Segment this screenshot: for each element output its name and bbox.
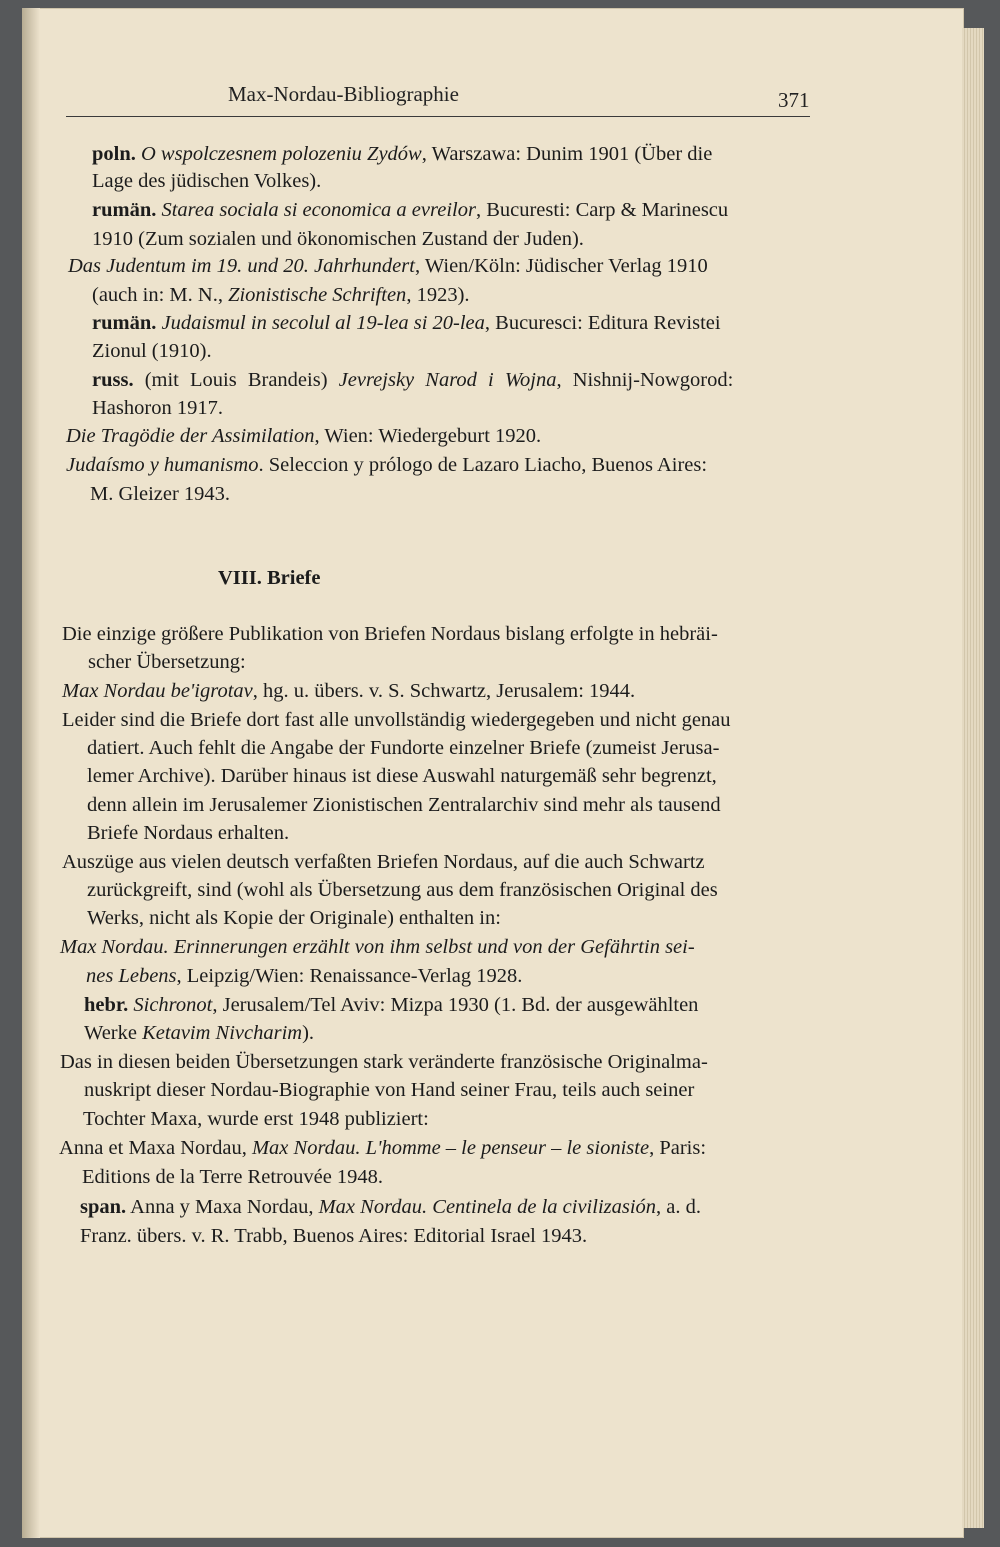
reference-title-cont: nes Lebens xyxy=(86,965,177,987)
reference-publication: , Leipzig/Wien: Renaissance-Verlag 1928. xyxy=(176,965,523,987)
entry-publication: , Warszawa: Dunim 1901 (Über die xyxy=(421,143,713,165)
reference-line: Editions de la Terre Retrouvée 1948. xyxy=(82,1166,384,1188)
entry-title: O wspolczesnem polozeniu Zydów xyxy=(141,143,422,165)
lang-tag: hebr. xyxy=(84,994,129,1016)
entry-publication: , Wien/Köln: Jüdischer Verlag 1910 xyxy=(414,255,708,277)
page-number: 371 xyxy=(778,88,810,112)
reference-subtitle: Ketavim Nivcharim xyxy=(142,1022,303,1044)
entry-judentum-line2 xyxy=(92,285,470,306)
paragraph-line: scher Übersetzung: xyxy=(88,651,246,673)
reference-title: Max Nordau. L'homme – le penseur – le sioniste xyxy=(251,1137,650,1159)
entry-note: (auch in: M. N., xyxy=(92,284,229,306)
entry-judaismul-line2: Zionul (1910). xyxy=(92,340,212,362)
running-header: Max-Nordau-Bibliographie xyxy=(228,82,459,106)
reference-note-end: ). xyxy=(302,1022,315,1044)
reference-span-line2: Franz. übers. v. R. Trabb, Buenos Aires: Editorial Israel 1943. xyxy=(80,1225,588,1247)
reference-publication: , Jerusalem/Tel Aviv: Mizpa 1930 (1. Bd. der ausgewählten xyxy=(212,994,699,1016)
paragraph-line: datiert. Auch fehlt die Angabe der Fundorte einzelner Briefe (zumeist Jerusa- xyxy=(87,737,720,759)
entry-title: Das Judentum im 19. und 20. Jahrhundert xyxy=(68,255,415,277)
reference-publication: , a. d. xyxy=(656,1196,702,1218)
reference-line xyxy=(62,681,635,702)
entry-russ-line2: Hashoron 1917. xyxy=(92,397,223,419)
reference-title: Sichronot xyxy=(133,994,213,1016)
entry-publication: , Bucuresci: Editura Revistei xyxy=(484,312,721,334)
lang-tag: poln. xyxy=(92,143,136,165)
lang-tag: rumän. xyxy=(92,312,157,334)
entry-subtitle: Zionistische Schriften xyxy=(228,284,407,306)
reference-line xyxy=(59,1138,706,1159)
reference-authors: Anna et Maxa Nordau, xyxy=(59,1137,252,1159)
paragraph-line: Werks, nicht als Kopie der Originale) enthalten in: xyxy=(87,907,501,929)
paragraph-line: denn allein im Jerusalemer Zionistischen Zentralarchiv sind mehr als tausend xyxy=(87,794,721,816)
entry-title: Die Tragödie der Assimilation xyxy=(66,425,315,447)
lang-tag: span. xyxy=(80,1196,127,1218)
entry-publication: , Bucuresti: Carp & Marinescu xyxy=(475,199,729,221)
paragraph-line: Auszüge aus vielen deutsch verfaßten Briefen Nordaus, auf die auch Schwartz xyxy=(62,851,705,873)
entry-judaismo-line1 xyxy=(66,455,707,476)
lang-tag: rumän. xyxy=(92,199,157,221)
paragraph-line: Das in diesen beiden Übersetzungen stark veränderte französische Originalma- xyxy=(60,1051,708,1073)
entry-pre: (mit Louis Brandeis) xyxy=(144,369,339,391)
entry-publication: , Wien: Wiedergeburt 1920. xyxy=(314,425,542,447)
entry-title: Judaísmo y humanismo xyxy=(66,454,259,476)
paragraph-line: Briefe Nordaus erhalten. xyxy=(87,822,290,844)
entry-judentum-line1 xyxy=(68,256,708,277)
reference-authors: Anna y Maxa Nordau, xyxy=(130,1196,319,1218)
header-rule xyxy=(66,116,810,117)
reference-span-line1 xyxy=(80,1197,701,1218)
reference-title: Max Nordau. Centinela de la civilizasión xyxy=(318,1196,657,1218)
page-gutter xyxy=(22,8,40,1538)
entry-publication: . Seleccion y prólogo de Lazaro Liacho, Buenos Aires: xyxy=(258,454,708,476)
reference-hebr-line1 xyxy=(84,995,698,1016)
reference-hebr-line2 xyxy=(84,1023,314,1044)
reference-publication: , Paris: xyxy=(649,1137,707,1159)
reference-title: Max Nordau be'igrotav xyxy=(62,680,253,702)
entry-title: Starea sociala si economica a evreilor xyxy=(161,199,476,221)
reference-title: Max Nordau. Erinnerungen erzählt von ihm selbst und von der Gefährtin sei- xyxy=(60,936,695,958)
reference-note: Werke xyxy=(84,1022,143,1044)
reference-line xyxy=(86,966,522,987)
entry-ruman-line1 xyxy=(92,200,728,221)
paragraph-line: zurückgreift, sind (wohl als Übersetzung aus dem französischen Original des xyxy=(87,879,718,901)
paragraph-line: lemer Archive). Darüber hinaus ist diese Auswahl naturgemäß sehr begrenzt, xyxy=(87,765,717,787)
page-edge-stack xyxy=(962,28,984,1528)
entry-title: Jevrejsky Narod i Wojna xyxy=(338,369,557,391)
lang-tag: russ. xyxy=(92,369,134,391)
entry-poln-line2: Lage des jüdischen Volkes). xyxy=(92,170,322,192)
paragraph-line: Leider sind die Briefe dort fast alle unvollständig wiedergegeben und nicht genau xyxy=(62,709,731,731)
section-heading: VIII. Briefe xyxy=(218,567,321,589)
paragraph-line: Die einzige größere Publikation von Briefen Nordaus bislang erfolgte in hebräi- xyxy=(62,623,718,645)
entry-ruman-line2: 1910 (Zum sozialen und ökonomischen Zustand der Juden). xyxy=(92,228,584,250)
entry-judaismul-line1 xyxy=(92,313,721,334)
reference-publication: , hg. u. übers. v. S. Schwartz, Jerusalem: 1944. xyxy=(252,680,636,702)
entry-title: Judaismul in secolul al 19-lea si 20-lea xyxy=(161,312,485,334)
paragraph-line: nuskript dieser Nordau-Biographie von Hand seiner Frau, teils auch seiner xyxy=(84,1079,695,1101)
paragraph-line: Tochter Maxa, wurde erst 1948 publiziert: xyxy=(83,1108,429,1130)
entry-poln-line1 xyxy=(92,144,712,165)
entry-tragoedie xyxy=(66,426,541,447)
entry-publication: , Nishnij-Nowgorod: xyxy=(556,369,734,391)
entry-note-end: , 1923). xyxy=(406,284,470,306)
entry-russ-line1 xyxy=(92,370,733,391)
entry-judaismo-line2: M. Gleizer 1943. xyxy=(90,483,231,505)
reference-line xyxy=(60,937,695,958)
